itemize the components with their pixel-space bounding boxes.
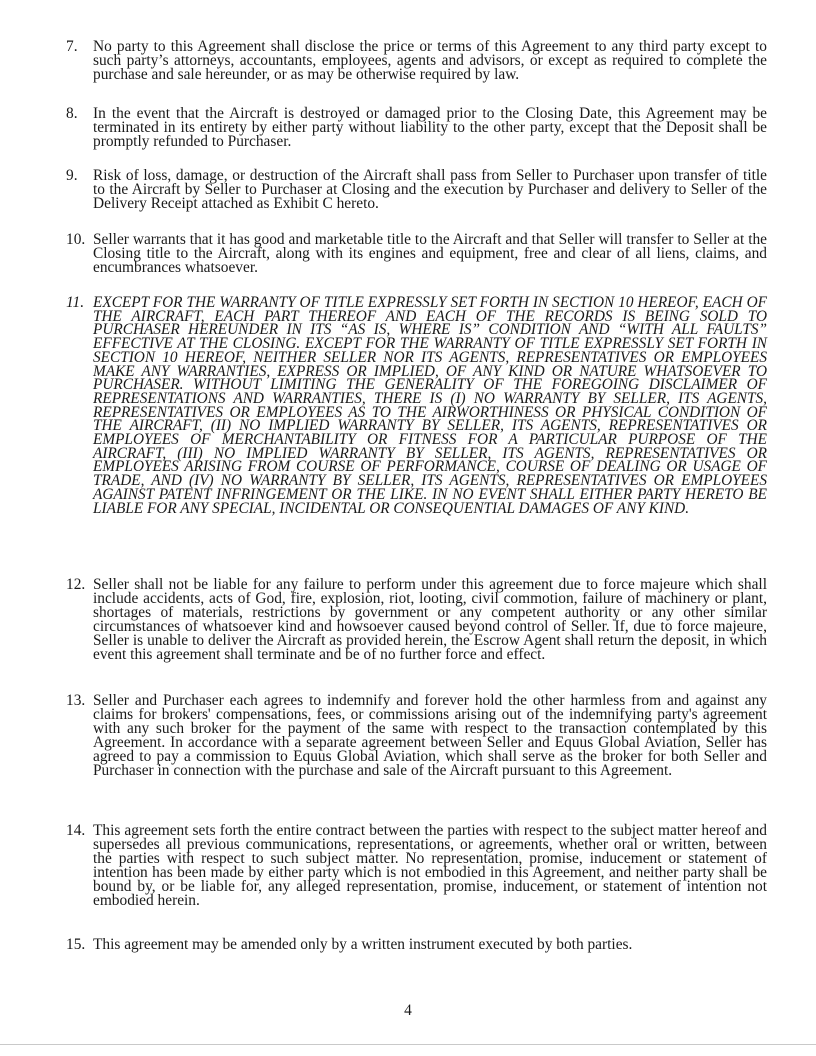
clause-8	[66, 105, 767, 150]
clause-text: Risk of loss, damage, or destruction of the Aircraft shall pass from Seller to Purchaser upon transfer of title to the Aircraft by Seller to Purchaser at Closing and the execution by Purchaser and delivery to Seller of the Delivery Receipt attached as Exhibit C hereto.	[93, 167, 767, 212]
clause-number: 9.	[66, 167, 78, 184]
clause-number: 7.	[66, 38, 78, 55]
clause-text: This agreement may be amended only by a written instrument executed by both parties.	[93, 936, 633, 953]
clause-number: 8.	[66, 105, 78, 122]
clause-number: 13.	[66, 692, 86, 709]
clause-number: 12.	[66, 576, 86, 593]
clause-text: No party to this Agreement shall disclose the price or terms of this Agreement to any third party except to such party’s attorneys, accountants, employees, agents and advisors, or except as required to complete the purchase and sale hereunder, or as may be otherwise required by law.	[93, 38, 767, 83]
clause-13	[66, 692, 767, 779]
clause-10	[66, 231, 767, 276]
clause-11	[66, 294, 767, 517]
clause-text: Seller and Purchaser each agrees to indemnify and forever hold the other harmless from and against any claims for brokers' compensations, fees, or commissions arising out of the indemnifying party's agreement with any such broker for the payment of the same with respect to the transaction contemplated by this Agreement. In accordance with a separate agreement between Seller and Equus Global Aviation, Seller has agreed to pay a commission to Equus Global Aviation, which shall serve as the broker for both Seller and Purchaser in connection with the purchase and sale of the Aircraft pursuant to this Agreement.	[93, 692, 767, 779]
clause-14	[66, 822, 767, 909]
clause-text: Seller warrants that it has good and marketable title to the Aircraft and that Seller will transfer to Seller at the Closing title to the Aircraft, along with its engines and equipment, free and clear of all liens, claims, and encumbrances whatsoever.	[93, 231, 767, 276]
clause-number: 15.	[66, 936, 86, 953]
clause-12	[66, 576, 767, 663]
clause-15	[66, 936, 767, 953]
clause-text: Seller shall not be liable for any failure to perform under this agreement due to force majeure which shall include accidents, acts of God, fire, explosion, riot, looting, civil commotion, failure of machinery or plant, shortages of materials, restrictions by government or any competent authority or any other similar circumstances of whatsoever kind and howsoever caused beyond control of Seller. If, due to force majeure, Seller is unable to deliver the Aircraft as provided herein, the Escrow Agent shall return the deposit, in which event this agreement shall terminate and be of no further force and effect.	[93, 576, 767, 663]
page-number: 4	[404, 1002, 412, 1019]
scan-edge-divider	[0, 1044, 816, 1045]
clause-7	[66, 38, 767, 83]
clause-number: 14.	[66, 822, 86, 839]
clause-text: In the event that the Aircraft is destroyed or damaged prior to the Closing Date, this Agreement may be terminated in its entirety by either party without liability to the other party, except that the Deposit shall be promptly refunded to Purchaser.	[93, 105, 767, 150]
clause-9	[66, 167, 767, 212]
clause-number: 10.	[66, 231, 86, 248]
clause-text: This agreement sets forth the entire contract between the parties with respect to the subject matter hereof and supersedes all previous communications, representations, or agreements, whether oral or written, between the parties with respect to such subject matter. No representation, promise, inducement or statement of intention has been made by either party which is not embodied in this Agreement, and neither party shall be bound by, or be liable for, any alleged representation, promise, inducement, or statement of intention not embodied herein.	[93, 822, 767, 909]
clause-number: 11.	[66, 294, 85, 311]
clause-text: EXCEPT FOR THE WARRANTY OF TITLE EXPRESSLY SET FORTH IN SECTION 10 HEREOF, EACH OF THE AIRCRAFT, EACH PART THEREOF AND EACH OF THE RECORDS IS BEING SOLD TO PURCHASER HEREUNDER IN ITS “AS IS, WHERE IS” CONDITION AND “WITH ALL FAULTS” EFFECTIVE AT THE CLOSING. EXCEPT FOR THE WARRANTY OF TITLE EXPRESSLY SET FORTH IN SECTION 10 HEREOF, NEITHER SELLER NOR ITS AGENTS, REPRESENTATIVES OR EMPLOYEES MAKE ANY WARRANTIES, EXPRESS OR IMPLIED, OF ANY KIND OR NATURE WHATSOEVER TO PURCHASER. WITHOUT LIMITING THE GENERALITY OF THE FOREGOING DISCLAIMER OF REPRESENTATIONS AND WARRANTIES, THERE IS (I) NO WARRANTY BY SELLER, ITS AGENTS, REPRESENTATIVES OR EMPLOYEES AS TO THE AIRWORTHINESS OR PHYSICAL CONDITION OF THE AIRCRAFT, (II) NO IMPLIED WARRANTY BY SELLER, ITS AGENTS, REPRESENTATIVES OR EMPLOYEES OF MERCHANTABILITY OR FITNESS FOR A PARTICULAR PURPOSE OF THE AIRCRAFT, (III) NO IMPLIED WARRANTY BY SELLER, ITS AGENTS, REPRESENTATIVES OR EMPLOYEES ARISING FROM COURSE OF PERFORMANCE, COURSE OF DEALING OR USAGE OF TRADE, AND (IV) NO WARRANTY BY SELLER, ITS AGENTS, REPRESENTATIVES OR EMPLOYEES AGAINST PATENT INFRINGEMENT OR THE LIKE. IN NO EVENT SHALL EITHER PARTY HERETO BE LIABLE FOR ANY SPECIAL, INCIDENTAL OR CONSEQUENTIAL DAMAGES OF ANY KIND.	[93, 294, 767, 517]
